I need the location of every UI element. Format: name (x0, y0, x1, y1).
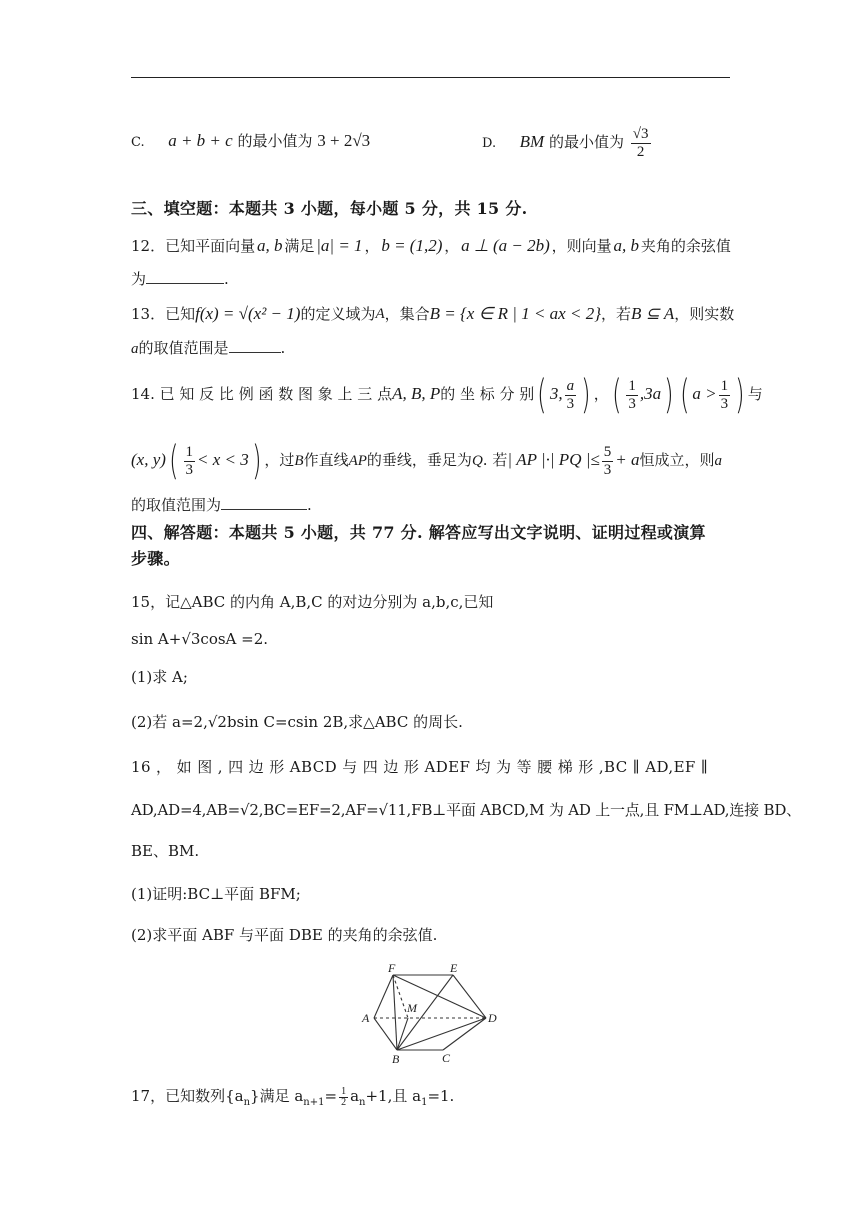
q12-cond2: b = (1,2) (381, 236, 443, 255)
option-d-num: √3 (632, 125, 649, 142)
q13-text-4: ，若 (601, 305, 632, 323)
q14-answer-blank (221, 495, 307, 510)
q14-c2d: 3 (628, 395, 636, 412)
q14-plus-a: + a (615, 450, 640, 469)
q17-sub-1: 1 (421, 1097, 428, 1108)
q13-text-7: 的取值范围是 (138, 339, 229, 357)
q14-text-4: ，过 (264, 451, 295, 469)
q12-text-3: ，则向量 (551, 237, 612, 255)
q14-text-3: 与 (747, 385, 763, 403)
edge-ED (453, 975, 486, 1018)
q14-c4b: < x < 3 (197, 450, 249, 469)
q12-answer-blank (146, 269, 224, 284)
q12-vectors-2: a, b (613, 236, 640, 255)
q14-coord-A: ( 3, $\frac{a}{3}$ ) (537, 372, 591, 418)
option-c-text: 的最小值为 (237, 132, 313, 150)
q13-text-8: . (280, 339, 286, 357)
option-d-expr: BM (519, 132, 545, 151)
q14-text-7: . 若 (482, 451, 508, 469)
q14-line1: 14. 已 知 反 比 例 函 数 图 象 上 三 点 A, B, P 的 坐 标 分 别 ( 3, $\frac{a}{3}$ ) ， ( $\frac{1}{3}$ ,3a) ( a > $\frac{1}{3}$ ) 与 (131, 372, 763, 418)
section3-heading: 三、填空题：本题共 3 小题，每小题 5 分，共 15 分. (131, 199, 528, 218)
q14-text-6: 的垂线，垂足为 (366, 451, 472, 469)
q14-text-9: 的取值范围为 (131, 496, 222, 514)
q14-fn: 5 (603, 443, 612, 460)
option-d (482, 120, 653, 166)
q14-c1n: a (566, 377, 575, 394)
q14-B: B (294, 453, 304, 469)
q14-xy: (x, y) (131, 450, 166, 469)
q12-text-2: 满足 (284, 237, 315, 255)
q13-subset: B ⊆ A (631, 304, 675, 323)
q16-part2: (2)求平面 ABF 与平面 DBE 的夹角的余弦值. (131, 926, 438, 944)
q13-text-3: ，集合 (384, 305, 430, 323)
q12-line1: 12．已知平面向量 a, b 满足 |a| = 1 ， b = (1,2) ， a ⊥ (a − 2b) ，则向量 a, b 夹角的余弦值 (131, 236, 731, 255)
edge-FB (393, 975, 397, 1050)
label-D: D (488, 1011, 497, 1025)
q14-AP: AP (348, 453, 367, 469)
q14-text-5: 作直线 (303, 451, 349, 469)
section4-heading-line2: 步骤。 (131, 549, 180, 568)
q14-c4n: 1 (185, 443, 194, 460)
q14-text-10: . (307, 496, 312, 514)
q14-Q: Q (471, 453, 483, 469)
label-M: M (407, 1001, 417, 1015)
q12-text-5: 为 (131, 270, 147, 288)
q17-text-4: a (350, 1087, 360, 1105)
q14-c3a: a > (692, 384, 717, 403)
q16-line2: AD,AD=4,AB=√2,BC=EF=2,AF=√11,FB⊥平面 ABCD,M 为 AD 上一点,且 FM⊥AD,连接 BD、 (131, 801, 801, 819)
q14-c3n: 1 (720, 377, 729, 394)
edge-AB (374, 1018, 397, 1050)
q14-c1a: 3, (549, 384, 563, 403)
option-c (131, 128, 370, 156)
q17-line1 (131, 1085, 731, 1114)
label-A: A (362, 1011, 370, 1025)
option-d-text: 的最小值为 (548, 133, 624, 151)
q17-sub-n1: n+1 (303, 1097, 325, 1108)
edge-BE (397, 975, 453, 1050)
geometry-figure (360, 962, 510, 1066)
q14-points: A, B, P (392, 384, 441, 403)
q12-text-1: 12．已知平面向量 (131, 237, 256, 255)
q17-text-5: +1,且 a (365, 1087, 422, 1105)
q17-text-2: }满足 a (250, 1087, 304, 1105)
q14-line2: (x, y)( $\frac{1}{3}$ < x < 3) ，过B作直线AP的垂线，垂足为Q. 若| AP |·| PQ |≤ $\frac{5}{3}$ + a恒成立，则a (131, 438, 722, 484)
edge-BM (397, 1018, 408, 1050)
q13-line2 (131, 337, 731, 360)
q14-fd: 3 (603, 461, 612, 478)
q13-text-5: ，则实数 (674, 305, 735, 323)
q13-A: A (375, 306, 385, 322)
q13-setB: B = {x ∈ R | 1 < ax < 2} (429, 304, 601, 323)
q15-part1: (1)求 A; (131, 668, 188, 686)
q14-text-8: 恒成立，则 (639, 451, 715, 469)
q12-cond1: |a| = 1 (316, 236, 363, 255)
option-c-value: 3 + 2√3 (317, 131, 371, 150)
q14-text-2: 的 坐 标 分 别 (440, 385, 535, 403)
q14-c1d: 3 (566, 395, 575, 412)
q14-line3 (131, 494, 731, 516)
q15-line2: sin A+√3cosA =2. (131, 630, 269, 648)
q12-text-4: 夹角的余弦值 (640, 237, 731, 255)
option-d-den: 2 (636, 143, 645, 160)
q13-line1 (131, 303, 735, 325)
q12-vectors: a, b (256, 236, 283, 255)
q17-fd: 2 (341, 1096, 347, 1108)
label-B: B (392, 1052, 400, 1066)
q17-sub-n: n (243, 1097, 251, 1108)
edge-FA (374, 975, 393, 1018)
option-d-letter: D. (482, 136, 497, 151)
q15-line1: 15，记△ABC 的内角 A,B,C 的对边分别为 a,b,c,已知 (131, 593, 494, 611)
q14-coord-B: ( $\frac{1}{3}$ ,3a) ( a > $\frac{1}{3}$ ) (611, 372, 745, 418)
q17-text-3: = (324, 1087, 338, 1105)
q14-c2n: 1 (628, 377, 636, 394)
q13-text-1: 13．已知 (131, 305, 196, 323)
q16-line3: BE、BM. (131, 842, 200, 860)
q17-text-1: 17，已知数列{a (131, 1087, 244, 1105)
q13-function: f(x) = √(x² − 1) (195, 304, 301, 323)
q14-c4d: 3 (185, 461, 194, 478)
q12-text-6: . (224, 270, 229, 288)
option-c-letter: C. (131, 135, 145, 150)
q17-sub-n2: n (359, 1097, 366, 1108)
header-rule (131, 77, 730, 78)
q16-line1: 16 ， 如 图 , 四 边 形 ABCD 与 四 边 形 ADEF 均 为 等 腰 梯 形 ,BC ∥ AD,EF ∥ (131, 758, 709, 776)
option-c-expr: a + b + c (168, 131, 233, 150)
q12-cond3: a ⊥ (a − 2b) (461, 236, 550, 255)
label-C: C (442, 1051, 451, 1065)
label-E: E (450, 962, 458, 975)
q13-answer-blank (229, 338, 281, 353)
section4-heading-line1: 四、解答题：本题共 5 小题，共 77 分. 解答应写出文字说明、证明过程或演算 (131, 523, 706, 542)
option-d-fraction (631, 126, 651, 161)
q17-text-6: =1. (427, 1087, 455, 1105)
q14-c2b: ,3a (639, 384, 662, 403)
edge-CD (443, 1018, 486, 1050)
q15-part2: (2)若 a=2,√2bsin C=csin 2B,求△ABC 的周长. (131, 713, 463, 731)
q16-part1: (1)证明:BC⊥平面 BFM; (131, 885, 301, 903)
q14-c3d: 3 (720, 395, 729, 412)
q14-a: a (714, 453, 722, 469)
q14-ineq: | AP |·| PQ |≤ (507, 450, 600, 469)
label-F: F (388, 962, 396, 975)
q13-text-2: 的定义域为 (300, 305, 376, 323)
q13-a: a (131, 341, 139, 357)
q17-fn: 1 (341, 1085, 347, 1097)
q14-text-1: 14. 已 知 反 比 例 函 数 图 象 上 三 点 (131, 385, 393, 403)
q12-line2 (131, 268, 731, 290)
edge-BD (397, 1018, 486, 1050)
